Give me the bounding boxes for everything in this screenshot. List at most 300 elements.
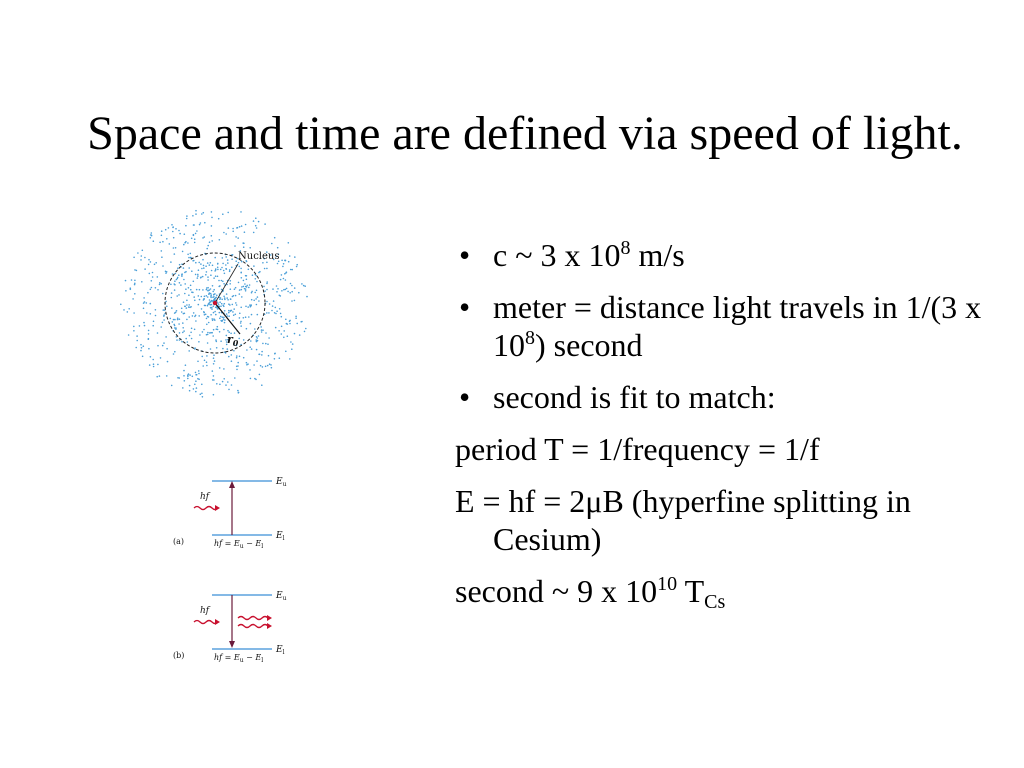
cloud-dot [188, 287, 190, 289]
cloud-dot [165, 229, 167, 231]
cloud-dot [224, 319, 226, 321]
cloud-dot [225, 264, 227, 266]
cloud-dot [210, 262, 212, 264]
outgoing-photon-wave-1 [238, 617, 268, 620]
cloud-dot [197, 277, 199, 279]
cloud-dot [217, 302, 219, 304]
cloud-dot [210, 274, 212, 276]
cloud-dot [204, 296, 206, 298]
cloud-dot [171, 224, 173, 226]
cloud-dot [219, 318, 221, 320]
cloud-dot [266, 283, 268, 285]
cloud-dot [177, 267, 179, 269]
cloud-dot [216, 328, 218, 330]
radius-subscript: 0 [232, 338, 239, 348]
cloud-dot [259, 271, 261, 273]
cloud-dot [281, 260, 283, 262]
cloud-dot [246, 364, 248, 366]
cloud-dot [185, 364, 187, 366]
cloud-dot [217, 269, 219, 271]
cloud-dot [163, 309, 165, 311]
cloud-dot [151, 287, 153, 289]
cloud-dot [188, 350, 190, 352]
cloud-dot [157, 332, 159, 334]
cloud-dot [155, 287, 157, 289]
cloud-dot [220, 269, 222, 271]
cloud-dot [279, 308, 281, 310]
cloud-dot [212, 285, 214, 287]
cloud-dot [206, 248, 208, 250]
transition-arrowhead [229, 481, 235, 488]
cloud-dot [248, 287, 250, 289]
cloud-dot [230, 280, 232, 282]
cloud-dot [291, 285, 293, 287]
cloud-dot [135, 347, 137, 349]
cloud-dot [219, 367, 221, 369]
cloud-dot [213, 363, 215, 365]
cloud-dot [174, 312, 176, 314]
cloud-dot [268, 312, 270, 314]
cloud-dot [162, 265, 164, 267]
cloud-dot [266, 289, 268, 291]
cloud-dot [276, 285, 278, 287]
cloud-dot [195, 372, 197, 374]
cloud-dot [249, 369, 251, 371]
cloud-dot [275, 307, 277, 309]
cloud-dot [228, 356, 230, 358]
cloud-dot [269, 363, 271, 365]
cloud-dot [188, 304, 190, 306]
cloud-dot [141, 281, 143, 283]
cloud-dot [269, 303, 271, 305]
cloud-dot [143, 297, 145, 299]
cloud-dot [185, 288, 187, 290]
cloud-dot [301, 283, 303, 285]
outgoing-arrowhead-1 [267, 615, 272, 621]
cloud-dot [149, 364, 151, 366]
cloud-dot [228, 315, 230, 317]
cloud-dot [240, 272, 242, 274]
cloud-dot [207, 287, 209, 289]
bullet-dot: • [459, 379, 471, 415]
photon-arrowhead [215, 505, 220, 511]
cloud-dot [216, 341, 218, 343]
cloud-dot [161, 256, 163, 258]
slide-title: Space and time are defined via speed of light. [87, 107, 963, 160]
cloud-dot [253, 265, 255, 267]
cloud-dot [238, 282, 240, 284]
cloud-dot [222, 257, 224, 259]
cloud-dot [272, 305, 274, 307]
cloud-dot [256, 341, 258, 343]
cloud-dot [134, 293, 136, 295]
cloud-dot [188, 373, 190, 375]
incoming-photon-wave [194, 507, 218, 510]
cloud-dot [229, 271, 231, 273]
cloud-dot [243, 286, 245, 288]
cloud-dot [125, 290, 127, 292]
cloud-dot [234, 377, 236, 379]
cloud-dot [215, 269, 217, 271]
bullet-dot: • [459, 289, 471, 325]
cloud-dot [150, 303, 152, 305]
cloud-dot [216, 307, 218, 309]
cloud-dot [159, 242, 161, 244]
cloud-dot [183, 244, 185, 246]
cloud-dot [148, 259, 150, 261]
panel-label: (b) [173, 651, 185, 660]
cloud-dot [260, 326, 262, 328]
cloud-dot [195, 380, 197, 382]
cloud-dot [251, 299, 253, 301]
cloud-dot [178, 323, 180, 325]
cloud-dot [235, 314, 237, 316]
cloud-dot [265, 332, 267, 334]
cloud-dot [288, 261, 290, 263]
cloud-dot [177, 317, 179, 319]
cloud-dot [235, 236, 237, 238]
cloud-dot [245, 316, 247, 318]
cloud-dot [206, 365, 208, 367]
cloud-dot [222, 305, 224, 307]
cloud-dot [140, 259, 142, 261]
cloud-dot [256, 360, 258, 362]
cloud-dot [260, 365, 262, 367]
cloud-dot [148, 348, 150, 350]
cloud-dot [237, 390, 239, 392]
cloud-dot [146, 302, 148, 304]
cloud-dot [285, 279, 287, 281]
cloud-dot [253, 364, 255, 366]
cloud-dot [224, 273, 226, 275]
cloud-dot [213, 394, 215, 396]
cloud-dot [285, 319, 287, 321]
cloud-dot [172, 226, 174, 228]
cloud-dot [160, 357, 162, 359]
cloud-dot [240, 322, 242, 324]
cloud-dot [262, 262, 264, 264]
cloud-dot [218, 280, 220, 282]
slide-body [455, 236, 1015, 624]
cloud-dot [202, 276, 204, 278]
cloud-dot [209, 304, 211, 306]
cloud-dot [148, 330, 150, 332]
cloud-dot [249, 247, 251, 249]
photon-label: hf [200, 492, 210, 502]
cloud-dot [264, 290, 266, 292]
cloud-dot [184, 313, 186, 315]
cloud-dot [194, 238, 196, 240]
cloud-dot [176, 336, 178, 338]
cloud-dot [289, 358, 291, 360]
cloud-dot [161, 235, 163, 237]
cloud-dot [301, 321, 303, 323]
cloud-dot [294, 256, 296, 258]
cloud-dot [268, 337, 270, 339]
lower-level-label: $E_l$ [276, 645, 285, 656]
cloud-dot [212, 291, 214, 293]
cloud-dot [235, 302, 237, 304]
cloud-dot [238, 262, 240, 264]
cloud-dot [133, 312, 135, 314]
cloud-dot [285, 272, 287, 274]
cloud-dot [273, 300, 275, 302]
cloud-dot [184, 380, 186, 382]
cloud-dot [165, 336, 167, 338]
cloud-dot [171, 307, 173, 309]
cloud-dot [220, 316, 222, 318]
cloud-dot [202, 237, 204, 239]
cloud-dot [230, 298, 232, 300]
cloud-dot [213, 329, 215, 331]
cloud-dot [163, 342, 165, 344]
cloud-dot [178, 274, 180, 276]
cloud-dot [306, 296, 308, 298]
cloud-dot [218, 304, 220, 306]
cloud-dot [207, 316, 209, 318]
cloud-dot [283, 337, 285, 339]
cloud-dot [125, 280, 127, 282]
cloud-dot [257, 314, 259, 316]
cloud-dot [204, 222, 206, 224]
cloud-dot [264, 223, 266, 225]
cloud-dot [191, 238, 193, 240]
cloud-dot [239, 356, 241, 358]
cloud-dot [147, 292, 149, 294]
cloud-dot [182, 332, 184, 334]
cloud-dot [222, 320, 224, 322]
cloud-dot [183, 301, 185, 303]
cloud-dot [236, 369, 238, 371]
cloud-dot [290, 269, 292, 271]
cloud-dot [175, 328, 177, 330]
cloud-dot [283, 330, 285, 332]
cloud-dot [188, 257, 190, 259]
cloud-dot [210, 348, 212, 350]
cloud-dot [207, 245, 209, 247]
cloud-dot [210, 314, 212, 316]
cloud-dot [237, 237, 239, 239]
cloud-dot [182, 322, 184, 324]
cloud-dot [211, 270, 213, 272]
cloud-dot [120, 304, 122, 306]
cloud-dot [176, 279, 178, 281]
cloud-dot [136, 340, 138, 342]
cloud-dot [192, 292, 194, 294]
cloud-dot [189, 390, 191, 392]
cloud-dot [210, 307, 212, 309]
cloud-dot [221, 289, 223, 291]
cloud-dot [133, 326, 135, 328]
cloud-dot [196, 374, 198, 376]
cloud-dot [128, 308, 130, 310]
cloud-dot [272, 288, 274, 290]
cloud-dot [291, 269, 293, 271]
cloud-dot [240, 325, 242, 327]
cloud-dot [152, 276, 154, 278]
cloud-dot [258, 354, 260, 356]
cloud-dot [261, 329, 263, 331]
cloud-dot [219, 384, 221, 386]
cloud-dot [174, 253, 176, 255]
cloud-dot [289, 255, 291, 257]
cloud-dot [178, 230, 180, 232]
line-energy: E = hf = 2μB (hyperfine splitting in Cesium) [455, 483, 911, 557]
cloud-dot [231, 354, 233, 356]
cloud-dot [224, 322, 226, 324]
cloud-dot [274, 312, 276, 314]
cloud-dot [237, 362, 239, 364]
cloud-dot [257, 296, 259, 298]
cloud-dot [201, 356, 203, 358]
cloud-dot [192, 215, 194, 217]
cloud-dot [211, 308, 213, 310]
cloud-dot [262, 343, 264, 345]
cloud-dot [240, 211, 242, 213]
cloud-dot [201, 213, 203, 215]
cloud-dot [193, 312, 195, 314]
cloud-dot [169, 243, 171, 245]
cloud-dot [219, 301, 221, 303]
cloud-dot [187, 378, 189, 380]
atom-electron-cloud-figure [118, 206, 318, 406]
cloud-dot [143, 345, 145, 347]
cloud-dot [232, 296, 234, 298]
cloud-dot [227, 299, 229, 301]
cloud-dot [182, 251, 184, 253]
cloud-dot [223, 368, 225, 370]
cloud-dot [166, 375, 168, 377]
cloud-dot [195, 210, 197, 212]
cloud-dot [157, 276, 159, 278]
cloud-dot [225, 256, 227, 258]
cloud-dot [207, 290, 209, 292]
cloud-dot [172, 231, 174, 233]
cloud-dot [279, 357, 281, 359]
cloud-dot [149, 273, 151, 275]
cloud-dot [139, 325, 141, 327]
cloud-dot [226, 297, 228, 299]
cloud-dot [202, 331, 204, 333]
cloud-dot [227, 212, 229, 214]
cloud-dot [274, 353, 276, 355]
cloud-dot [245, 290, 247, 292]
cloud-dot [219, 285, 221, 287]
cloud-dot [150, 261, 152, 263]
cloud-dot [241, 277, 243, 279]
cloud-dot [258, 335, 260, 337]
cloud-dot [223, 378, 225, 380]
cloud-dot [276, 310, 278, 312]
cloud-dot [281, 333, 283, 335]
cloud-dot [239, 226, 241, 228]
cloud-dot [184, 283, 186, 285]
cloud-dot [196, 289, 198, 291]
cloud-dot [271, 243, 273, 245]
cloud-dot [173, 247, 175, 249]
cloud-dot [228, 227, 230, 229]
cloud-dot [256, 227, 258, 229]
cloud-dot [202, 365, 204, 367]
cloud-dot [153, 363, 155, 365]
cloud-dot [207, 262, 209, 264]
cloud-dot [211, 332, 213, 334]
cloud-dot [199, 334, 201, 336]
cloud-dot [255, 217, 257, 219]
cloud-dot [256, 281, 258, 283]
cloud-dot [281, 316, 283, 318]
cloud-dot [198, 295, 200, 297]
cloud-dot [179, 339, 181, 341]
cloud-dot [151, 232, 153, 234]
cloud-dot [244, 283, 246, 285]
cloud-dot [246, 279, 248, 281]
cloud-dot [239, 293, 241, 295]
cloud-dot [162, 345, 164, 347]
cloud-dot [179, 332, 181, 334]
cloud-dot [223, 270, 225, 272]
cloud-dot [294, 333, 296, 335]
cloud-dot [213, 277, 215, 279]
cloud-dot [227, 330, 229, 332]
cloud-dot [134, 280, 136, 282]
cloud-dot [235, 260, 237, 262]
cloud-dot [184, 306, 186, 308]
cloud-dot [148, 264, 150, 266]
cloud-dot [171, 385, 173, 387]
cloud-dot [150, 237, 152, 239]
cloud-dot [181, 308, 183, 310]
cloud-dot [151, 235, 153, 237]
cloud-dot [215, 314, 217, 316]
cloud-dot [196, 387, 198, 389]
cloud-dot [188, 306, 190, 308]
cloud-dot [221, 299, 223, 301]
cloud-dot [185, 225, 187, 227]
cloud-dot [261, 354, 263, 356]
cloud-dot [201, 384, 203, 386]
cloud-dot [156, 376, 158, 378]
cloud-dot [223, 296, 225, 298]
cloud-dot [183, 370, 185, 372]
cloud-dot [254, 328, 256, 330]
cloud-dot [245, 286, 247, 288]
cloud-dot [188, 294, 190, 296]
cloud-dot [274, 358, 276, 360]
cloud-dot [224, 303, 226, 305]
cloud-dot [276, 291, 278, 293]
cloud-dot [213, 357, 215, 359]
cloud-dot [203, 212, 205, 214]
cloud-dot [239, 313, 241, 315]
cloud-dot [207, 305, 209, 307]
cloud-dot [224, 310, 226, 312]
cloud-dot [222, 263, 224, 265]
cloud-dot [201, 268, 203, 270]
cloud-dot [280, 313, 282, 315]
cloud-dot [162, 322, 164, 324]
cloud-dot [255, 298, 257, 300]
cloud-dot [243, 339, 245, 341]
cloud-dot [181, 341, 183, 343]
cloud-dot [294, 300, 296, 302]
cloud-dot [199, 224, 201, 226]
cloud-dot [245, 288, 247, 290]
cloud-dot [253, 220, 255, 222]
cloud-dot [246, 362, 248, 364]
cloud-dot [219, 298, 221, 300]
cloud-dot [236, 357, 238, 359]
